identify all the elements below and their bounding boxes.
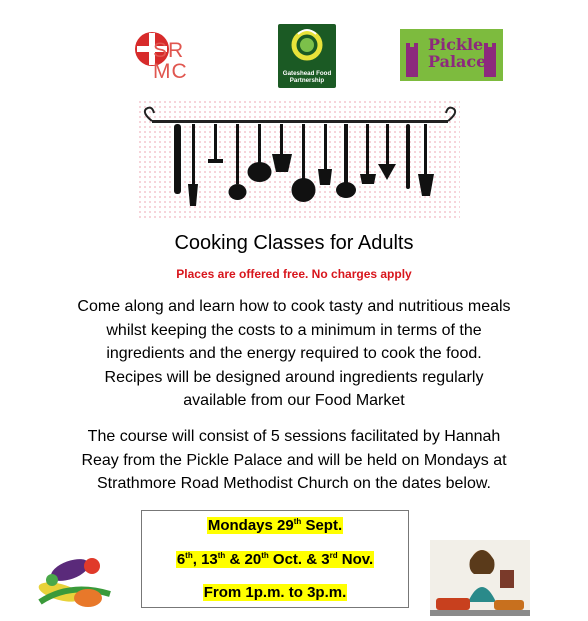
gateshead-logo-label: Gateshead Food Partnership (282, 70, 332, 84)
page-title: Cooking Classes for Adults (174, 232, 414, 254)
srmc-logo-text (153, 40, 188, 82)
description-paragraph: Come along and learn how to cook tasty and nutritious meals whilst keeping the costs to a minimum in terms of the ingredients and the energy required to cook the food. Recipes will be designed around ingredients regularly available from our Food Market (77, 298, 511, 410)
srmc-line-1: SR (153, 39, 185, 62)
pickle-palace-logo-text: Pickle Palace (428, 35, 487, 71)
schedule-line-time: From 1p.m. to 3p.m. (203, 584, 347, 601)
schedule-line-dates: 6th, 13th & 20th Oct. & 3rd Nov. (176, 551, 374, 568)
cook-illustration (430, 540, 530, 616)
hands-icon (278, 24, 336, 68)
srmc-line-2: MC (153, 60, 188, 83)
subtitle: Places are offered free. No charges apply (176, 267, 412, 281)
schedule-box (141, 510, 409, 608)
gateshead-food-partnership-logo (278, 24, 336, 88)
schedule-line-day: Mondays 29th Sept. (207, 517, 343, 534)
vegetables-illustration (30, 552, 120, 614)
course-details-paragraph: The course will consist of 5 sessions facilitated by Hannah Reay from the Pickle Palace and will be held on Mondays at Strathmore Road Methodist Church on the dates below. (81, 428, 507, 493)
kitchen-utensils-illustration (138, 100, 460, 218)
pickle-palace-logo (400, 29, 503, 81)
